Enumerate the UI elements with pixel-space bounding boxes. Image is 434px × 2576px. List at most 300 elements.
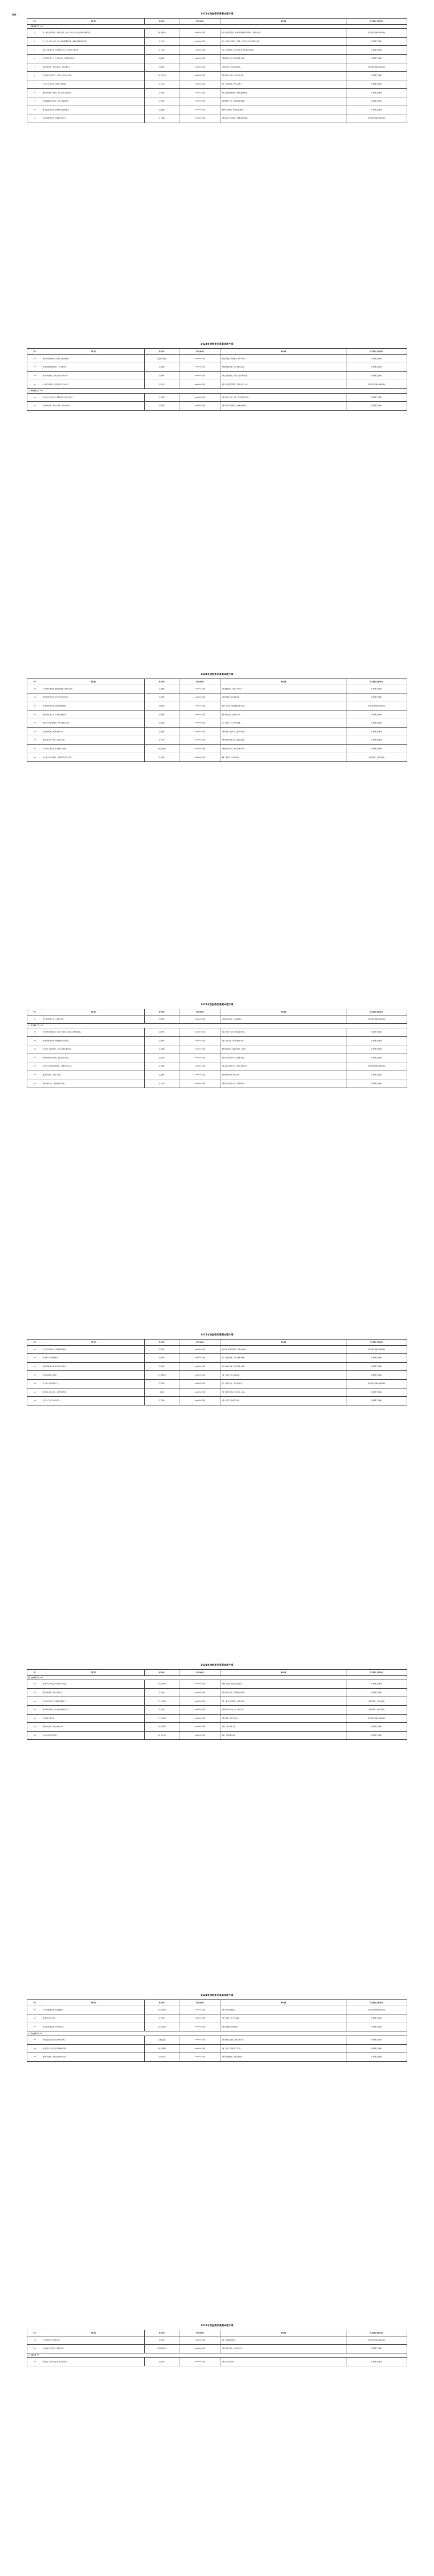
proposal-table	[27, 348, 407, 411]
cell-deadline: 2021年12月底前	[179, 371, 221, 380]
cell-no: 28	[27, 1028, 42, 1037]
cell-measures: 开展村庄清洁行动，推进农村厕所改造。	[221, 744, 346, 753]
cell-category: 所提问题列入计划逐步解决	[346, 1705, 407, 1714]
cell-reply-points: 推进城乡供水一体化，保障饮水安全。	[42, 736, 145, 745]
cell-category: 所提问题正在解决	[346, 727, 407, 736]
cell-no: 42	[27, 1680, 42, 1689]
cell-deadline: 2021年12月底前	[179, 1397, 221, 1405]
page-title: 2021年政协委员提案办理方案	[201, 1664, 233, 1667]
cell-department: 区工商联	[145, 114, 179, 123]
table-row	[27, 2336, 407, 2345]
section-heading: 六、其他工作（6）	[27, 2353, 407, 2358]
cell-reply-points: 推进医保制度改革，减轻群众就医负担。	[42, 1362, 145, 1371]
cell-reply-points: 加大对中小微企业扶持力度，落实减税降费政策，缓解融资难融资贵问题。	[42, 37, 145, 46]
cell-measures: 策划精品旅游线路，举办文旅节庆活动。	[221, 363, 346, 372]
cell-department: 区商务局	[145, 63, 179, 72]
cell-category: 所提问题正在解决	[346, 2053, 407, 2062]
cell-department: 区交通局	[145, 685, 179, 693]
page-title: 2021年政协委员提案办理方案	[201, 343, 233, 346]
table-row	[27, 371, 407, 380]
cell-department: 区残联	[145, 1388, 179, 1397]
cell-reply-points: 完善矛盾纠纷多元化解机制。	[42, 2336, 145, 2345]
cell-deadline: 2021年12月底前	[179, 29, 221, 38]
header-category: 代表答复分类意见标注	[346, 1670, 407, 1676]
cell-no: 51	[27, 2023, 42, 2031]
table-row	[27, 37, 407, 46]
cell-reply-points: 加快公共充电设施建设，支持新能源汽车推广。	[42, 719, 145, 727]
cell-category: 所提问题正在解决	[346, 46, 407, 55]
cell-reply-points: 加强社区工作者队伍建设，提升服务能力。	[42, 2358, 145, 2366]
table-row	[27, 2358, 407, 2366]
cell-department: 区文旅局	[145, 1071, 179, 1079]
table-row	[27, 1079, 407, 1088]
cell-department: 区工信局	[145, 46, 179, 55]
cell-no: 19	[27, 693, 42, 702]
cell-reply-points: 加快养老服务体系建设，发展社区居家养老。	[42, 1054, 145, 1062]
cell-department: 区生态环境局	[145, 2006, 179, 2014]
cell-measures: 新增空气质量监测站点。	[221, 2006, 346, 2014]
attachment-label: 附件	[12, 13, 16, 16]
cell-category: 所提问题正在解决	[346, 1388, 407, 1397]
header-department: 落实单位	[145, 1009, 179, 1015]
table-row	[27, 1680, 407, 1689]
cell-no: 27	[27, 1015, 42, 1024]
cell-no: 36	[27, 1354, 42, 1363]
cell-reply-points: 推动外贸稳增长，支持企业开拓国际市场。	[42, 371, 145, 380]
cell-department: 区商务局	[145, 371, 179, 380]
cell-no: 43	[27, 1688, 42, 1697]
cell-department: 区政务服务办	[145, 29, 179, 38]
table-row	[27, 1062, 407, 1071]
cell-no: 20	[27, 702, 42, 710]
document-page	[0, 660, 434, 991]
cell-deadline: 2021年12月底前	[179, 37, 221, 46]
cell-department: 区民政局	[145, 2358, 179, 2366]
cell-reply-points: 推进园区提质增效，完善园区基础设施配套。	[42, 354, 145, 363]
cell-deadline: 2021年12月底前	[179, 2053, 221, 2062]
cell-department: 区人社局	[145, 80, 179, 89]
cell-category: 所提问题正在解决	[346, 363, 407, 372]
proposal-table	[27, 1339, 407, 1405]
table-row	[27, 719, 407, 727]
cell-department: 区教育局	[145, 1028, 179, 1037]
cell-category: 所提问题正在解决	[346, 89, 407, 97]
cell-measures: 新建公办幼儿园，扶持普惠性民办园。	[221, 1037, 346, 1045]
page-title: 2021年政协委员提案办理方案	[201, 1334, 233, 1336]
section-heading-row	[27, 1675, 407, 1680]
header-no: 序号	[27, 1340, 42, 1346]
cell-measures: 开展精准招商，建立项目跟踪服务机制。	[221, 54, 346, 63]
table-row	[27, 54, 407, 63]
header-no: 序号	[27, 2330, 42, 2336]
cell-reply-points: 推进全民健身，完善体育设施。	[42, 1071, 145, 1079]
cell-deadline: 2021年12月底前	[179, 719, 221, 727]
cell-no: 6	[27, 72, 42, 80]
cell-no: 7	[27, 80, 42, 89]
header-reply-points: 答复要点	[42, 1670, 145, 1676]
cell-deadline: 2021年12月底前	[179, 693, 221, 702]
page-title: 2021年政协委员提案办理方案	[201, 673, 233, 676]
cell-category: 所提问题正在解决	[346, 719, 407, 727]
cell-deadline: 2021年12月底前	[179, 736, 221, 745]
cell-reply-points: 加强食品药品安全监管。	[42, 1371, 145, 1380]
cell-department: 区教育局	[145, 1037, 179, 1045]
cell-deadline: 2021年12月底前	[179, 2023, 221, 2031]
cell-measures: 开展消防隐患排查，补齐消防设施。	[221, 2345, 346, 2353]
header-category: 代表答复分类意见标注	[346, 2000, 407, 2006]
cell-deadline: 2021年12月底前	[179, 1354, 221, 1363]
cell-department: 区统计局	[145, 380, 179, 389]
table-row	[27, 1037, 407, 1045]
cell-measures: 支持企业建设研发机构，开展科技成果转化。	[221, 89, 346, 97]
cell-deadline: 2021年12月底前	[179, 1062, 221, 1071]
cell-measures: 建立企业服务专员制度，开展银企对接活动，落实各项惠企政策。	[221, 37, 346, 46]
header-reply-points: 答复要点	[42, 679, 145, 685]
cell-reply-points: 完善统计监测体系，提高经济运行分析水平。	[42, 380, 145, 389]
cell-measures: 加快园区道路、管网建设，提升承载能力。	[221, 354, 346, 363]
cell-no: 18	[27, 685, 42, 693]
cell-category: 所提问题正在解决	[346, 354, 407, 363]
header-no: 序号	[27, 2000, 42, 2006]
header-no: 序号	[27, 19, 42, 25]
cell-reply-points: 推动数字经济发展，加快新型基础设施建设。	[42, 106, 145, 114]
cell-category: 所提问题正在解决	[346, 1071, 407, 1079]
cell-category: 所提问题正在解决	[346, 1354, 407, 1363]
table-row	[27, 114, 407, 123]
header-department: 落实单位	[145, 19, 179, 25]
cell-reply-points: 加强危险废物监管，防范环境风险。	[42, 2023, 145, 2031]
table-row	[27, 63, 407, 72]
cell-reply-points: 加强招商引资工作，完善招商机制，提高项目落地率。	[42, 54, 145, 63]
cell-department: 区应急管理局	[145, 2044, 179, 2053]
table-row	[27, 1362, 407, 1371]
cell-category: 所提问题正在解决	[346, 2014, 407, 2023]
cell-measures: 开展民营企业走访调研，协调解决企业困难。	[221, 114, 346, 123]
table-row	[27, 380, 407, 389]
cell-measures: 落实人才安居政策，优化人才服务。	[221, 80, 346, 89]
cell-measures: 建设口袋公园，实施道路绿化提升工程。	[221, 702, 346, 710]
cell-deadline: 2021年12月底前	[179, 1379, 221, 1388]
cell-deadline: 2021年12月底前	[179, 1697, 221, 1706]
header-measures: 落实措施	[221, 2000, 346, 2006]
cell-no: 55	[27, 2336, 42, 2345]
cell-measures: 推进5G基站建设，培育数字经济企业。	[221, 106, 346, 114]
cell-category: 所提问题正在解决	[346, 1028, 407, 1037]
cell-category: 所提问题正在解决	[346, 2044, 407, 2053]
header-deadline: 计划完成时间	[179, 19, 221, 25]
cell-measures: 编制专项规划，分步推进建设。	[221, 753, 346, 762]
header-measures: 落实措施	[221, 349, 346, 355]
cell-category: 所提问题正在解决	[346, 710, 407, 719]
cell-category: 所提问题正在解决	[346, 685, 407, 693]
table-row	[27, 2036, 407, 2044]
table-header-row	[27, 2000, 407, 2006]
cell-category: 所提问题正在解决	[346, 80, 407, 89]
header-measures: 落实措施	[221, 19, 346, 25]
cell-measures: 落实异地就医结算，推进药品集中采购。	[221, 1362, 346, 1371]
cell-measures: 实施矿山生态修复工程。	[221, 1723, 346, 1732]
cell-category: 所提问题正在解决	[346, 1371, 407, 1380]
cell-deadline: 2021年12月底前	[179, 1371, 221, 1380]
document-page	[0, 2312, 434, 2576]
cell-deadline: 2021年12月底前	[179, 393, 221, 402]
cell-department: 区民政局	[145, 1379, 179, 1388]
cell-no: 53	[27, 2044, 42, 2053]
cell-department: 区生态环境局	[145, 1714, 179, 1723]
cell-deadline: 2021年12月底前	[179, 1731, 221, 1740]
cell-category: 所提问题正在解决	[346, 1037, 407, 1045]
cell-no: 10	[27, 106, 42, 114]
cell-no: 38	[27, 1371, 42, 1380]
cell-reply-points: 促进消费升级，发展夜间经济，提升商圈活力。	[42, 63, 145, 72]
cell-no: 56	[27, 2345, 42, 2353]
cell-measures: 开展无障碍设施改造，落实残疾人补贴。	[221, 1388, 346, 1397]
section-heading: 四、生态环保工作（10）	[27, 1675, 407, 1680]
cell-measures: 完善应急预案，储备应急物资。	[221, 1397, 346, 1405]
proposal-table	[27, 1009, 407, 1088]
cell-deadline: 2021年12月底前	[179, 72, 221, 80]
cell-measures: 开展危险废物专项排查整治。	[221, 2023, 346, 2031]
cell-department: 区住建局	[145, 753, 179, 762]
cell-no: 12	[27, 354, 42, 363]
cell-no: 14	[27, 371, 42, 380]
cell-deadline: 2021年12月底前	[179, 97, 221, 106]
cell-measures: 优化道路微循环，新建公共停车场。	[221, 685, 346, 693]
cell-reply-points: 完善农村人居环境，推进美丽乡村建设。	[42, 744, 145, 753]
cell-no: 1	[27, 29, 42, 38]
document-page	[0, 1981, 434, 2312]
table-row	[27, 1705, 407, 1714]
cell-category: 所提问题正在解决	[346, 371, 407, 380]
table-row	[27, 1388, 407, 1397]
cell-category: 所提问题正在解决	[346, 1045, 407, 1054]
cell-deadline: 2021年12月底前	[179, 63, 221, 72]
section-heading: 三、社会事业工作（14）	[27, 1024, 407, 1028]
header-department: 落实单位	[145, 349, 179, 355]
cell-reply-points: 优化教育资源配置，扩大优质学位供给，推进义务教育均衡发展。	[42, 1028, 145, 1037]
cell-no: 4	[27, 54, 42, 63]
cell-deadline: 2021年12月底前	[179, 1045, 221, 1054]
cell-no: 46	[27, 1714, 42, 1723]
cell-reply-points: 加强城市管理，整治市容环境，提升城市形象。	[42, 402, 145, 411]
cell-category: 所提问题正在解决	[346, 1731, 407, 1740]
cell-category: 所提问题正在解决	[346, 2358, 407, 2366]
table-row	[27, 29, 407, 38]
cell-reply-points: 支持民营经济发展，构建亲清政商关系。	[42, 114, 145, 123]
cell-deadline: 2021年12月底前	[179, 744, 221, 753]
cell-category: 所提问题正在解决	[346, 744, 407, 753]
header-deadline: 计划完成时间	[179, 1670, 221, 1676]
cell-reply-points: 推进生态修复，加强山体绿化保护。	[42, 1723, 145, 1732]
cell-reply-points: 加强大气污染防治，持续改善空气质量。	[42, 1680, 145, 1689]
header-reply-points: 答复要点	[42, 349, 145, 355]
header-category: 代表答复分类意见标注	[346, 679, 407, 685]
cell-no: 8	[27, 89, 42, 97]
cell-category: 所提问题正在解决	[346, 54, 407, 63]
cell-department: 区水务局	[145, 2014, 179, 2023]
table-row	[27, 2014, 407, 2023]
header-deadline: 计划完成时间	[179, 2000, 221, 2006]
cell-department: 区人社局	[145, 1079, 179, 1088]
cell-reply-points: 加强公共卫生应急体系建设。	[42, 1397, 145, 1405]
cell-category: 所提问题已经解决或基本解决	[346, 2006, 407, 2014]
cell-no: 21	[27, 710, 42, 719]
cell-category: 所提问题列入计划逐步解决	[346, 1697, 407, 1706]
cell-measures: 建设社区养老服务中心，推进医养结合。	[221, 1054, 346, 1062]
cell-category: 所提问题正在解决	[346, 1079, 407, 1088]
cell-deadline: 2021年12月底前	[179, 1688, 221, 1697]
cell-measures: 制定年度改造计划，推进水电气路等设施改造。	[221, 393, 346, 402]
header-measures: 落实措施	[221, 2330, 346, 2336]
table-row	[27, 2006, 407, 2014]
cell-measures: 推进高标准农田建设，培育农业品牌。	[221, 72, 346, 80]
cell-department: 区市场监管局	[145, 1371, 179, 1380]
cell-reply-points: 推动产业转型升级，培育发展新兴产业，打造特色产业集群。	[42, 46, 145, 55]
cell-department: 区消防救援大队	[145, 2345, 179, 2353]
cell-measures: 开展市容环境专项整治，推进精细化管理。	[221, 402, 346, 411]
cell-reply-points: 加强学前教育建设，增加普惠性幼儿园学位。	[42, 1037, 145, 1045]
cell-measures: 组织企业参加展会，落实出口信用保险政策。	[221, 371, 346, 380]
cell-reply-points: 推动绿色低碳发展，做好碳达峰碳中和工作。	[42, 1705, 145, 1714]
table-row	[27, 1045, 407, 1054]
cell-measures: 增设分类投放点，加强宣传引导。	[221, 710, 346, 719]
cell-department: 区商务局	[145, 54, 179, 63]
cell-deadline: 2021年12月底前	[179, 1079, 221, 1088]
cell-reply-points: 加强土壤污染防治，保障土壤环境安全。	[42, 1697, 145, 1706]
cell-measures: 开展安全生产专项整治三年行动。	[221, 2044, 346, 2053]
cell-category: 所提问题已经解决或基本解决	[346, 29, 407, 38]
cell-reply-points: 关爱留守儿童和困境儿童。	[42, 1379, 145, 1388]
header-department: 落实单位	[145, 2000, 179, 2006]
cell-deadline: 2021年12月底前	[179, 380, 221, 389]
header-category: 代表答复分类意见标注	[346, 349, 407, 355]
header-deadline: 计划完成时间	[179, 1009, 221, 1015]
header-reply-points: 答复要点	[42, 2330, 145, 2336]
cell-deadline: 2021年12月底前	[179, 2014, 221, 2023]
cell-category: 所提问题正在解决	[346, 97, 407, 106]
cell-deadline: 2021年12月底前	[179, 2036, 221, 2044]
cell-reply-points: 加强文化旅游融合发展，打造文旅品牌。	[42, 363, 145, 372]
cell-department: 区民政局	[145, 1345, 179, 1354]
cell-measures: 打造特色街区，举办促消费活动。	[221, 63, 346, 72]
cell-deadline: 2021年12月底前	[179, 1388, 221, 1397]
table-header-row	[27, 1009, 407, 1015]
cell-category: 所提问题已经解决或基本解决	[346, 2336, 407, 2345]
document-page	[0, 330, 434, 660]
cell-reply-points: 加强公共文化服务设施建设，丰富群众文化生活。	[42, 1062, 145, 1071]
cell-no: 41	[27, 1397, 42, 1405]
cell-no: 23	[27, 727, 42, 736]
proposal-table	[27, 1669, 407, 1740]
cell-deadline: 2021年12月底前	[179, 46, 221, 55]
table-row	[27, 710, 407, 719]
page-title: 2021年政协委员提案办理方案	[201, 13, 233, 15]
cell-measures: 持续深化放管服改革，推动政务服务事项全程网办，压缩审批时限。	[221, 29, 346, 38]
table-row	[27, 1345, 407, 1354]
cell-deadline: 2021年12月底前	[179, 1723, 221, 1732]
cell-category: 所提问题已经解决或基本解决	[346, 1345, 407, 1354]
cell-deadline: 2021年12月底前	[179, 1037, 221, 1045]
cell-no: 50	[27, 2014, 42, 2023]
cell-deadline: 2021年12月底前	[179, 727, 221, 736]
section-heading-row	[27, 388, 407, 393]
section-heading: 一、经济发展工作（15）	[27, 24, 407, 29]
cell-department: 区公安分局	[145, 2053, 179, 2062]
cell-measures: 开展职业技能提升行动，举办招聘活动。	[221, 1079, 346, 1088]
header-no: 序号	[27, 349, 42, 355]
cell-category: 所提问题正在解决	[346, 37, 407, 46]
cell-no: 40	[27, 1388, 42, 1397]
table-header-row	[27, 19, 407, 25]
cell-reply-points: 加强城市绿化建设，增加公园绿地面积。	[42, 702, 145, 710]
header-deadline: 计划完成时间	[179, 679, 221, 685]
cell-department: 区农业农村局	[145, 744, 179, 753]
cell-department: 区住建局	[145, 727, 179, 736]
cell-measures: 开展建筑施工噪声专项执法。	[221, 1714, 346, 1723]
table-row	[27, 2023, 407, 2031]
cell-deadline: 2021年12月底前	[179, 1362, 221, 1371]
cell-no: 39	[27, 1379, 42, 1388]
cell-department: 区城管局	[145, 402, 179, 411]
cell-category: 所提问题正在解决	[346, 1688, 407, 1697]
cell-deadline: 2021年12月底前	[179, 2336, 221, 2345]
table-row	[27, 1371, 407, 1380]
cell-no: 5	[27, 63, 42, 72]
cell-reply-points: 推进残疾人事业发展，完善无障碍设施。	[42, 1388, 145, 1397]
cell-measures: 完善网格员队伍建设，健全工作机制。	[221, 2036, 346, 2044]
cell-measures: 实施供水管网延伸工程，加强水质监测。	[221, 736, 346, 745]
header-deadline: 计划完成时间	[179, 2330, 221, 2336]
cell-reply-points: 加快推进农业现代化，发展特色农业和乡村旅游。	[42, 72, 145, 80]
cell-category: 所提问题已经解决或基本解决	[346, 380, 407, 389]
header-category: 代表答复分类意见标注	[346, 19, 407, 25]
cell-reply-points: 完善社会救助体系，加强困难群众帮扶。	[42, 1345, 145, 1354]
cell-reply-points: 加快老旧小区改造，完善配套设施，提升居住品质。	[42, 393, 145, 402]
table-row	[27, 727, 407, 736]
table-row	[27, 736, 407, 745]
cell-no: 54	[27, 2053, 42, 2062]
cell-reply-points: 完善城市交通网络，缓解交通拥堵，增设停车设施。	[42, 685, 145, 693]
cell-category: 所提问题正在解决	[346, 1397, 407, 1405]
cell-deadline: 2021年12月底前	[179, 54, 221, 63]
cell-deadline: 2021年12月底前	[179, 89, 221, 97]
cell-department: 区自然资源局	[145, 1723, 179, 1732]
cell-department: 区生态环境局	[145, 2023, 179, 2031]
cell-no: 33	[27, 1071, 42, 1079]
cell-deadline: 2021年12月底前	[179, 1028, 221, 1037]
cell-department: 区发改委	[145, 106, 179, 114]
cell-department: 区发改委	[145, 37, 179, 46]
table-row	[27, 685, 407, 693]
cell-department: 区发改委	[145, 1705, 179, 1714]
cell-department: 区金融办	[145, 97, 179, 106]
cell-no: 47	[27, 1723, 42, 1732]
cell-deadline: 2021年12月底前	[179, 685, 221, 693]
page-title: 2021年政协委员提案办理方案	[201, 1004, 233, 1006]
cell-reply-points: 加强金融服务实体经济，防范化解金融风险。	[42, 97, 145, 106]
document-page	[0, 1651, 434, 1981]
cell-deadline: 2021年12月底前	[179, 2044, 221, 2053]
cell-measures: 开展专项检查，建立追溯体系。	[221, 1371, 346, 1380]
header-reply-points: 答复要点	[42, 19, 145, 25]
cell-deadline: 2021年12月底前	[179, 354, 221, 363]
cell-deadline: 2021年12月底前	[179, 114, 221, 123]
cell-department: 区住建局	[145, 393, 179, 402]
table-row	[27, 363, 407, 372]
cell-category: 所提问题正在解决	[346, 2345, 407, 2353]
cell-no: 11	[27, 114, 42, 123]
cell-category: 所提问题列入计划逐步解决	[346, 753, 407, 762]
